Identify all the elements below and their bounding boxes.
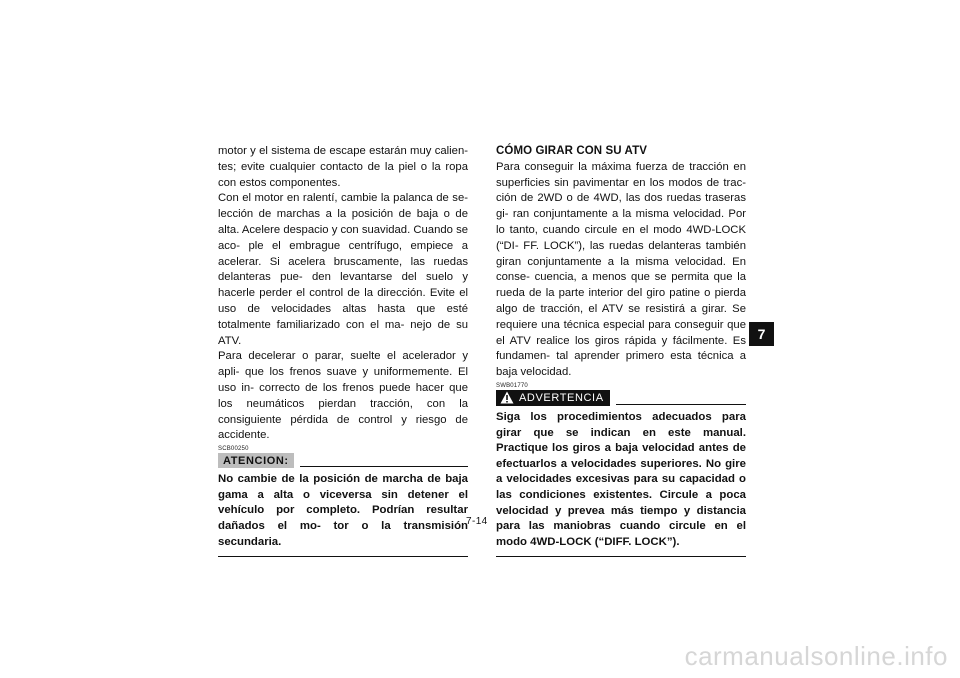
notice-label: ATENCION: — [218, 453, 294, 468]
paragraph-gear-selection: Con el motor en ralentí, cambie la palanca de se- lección de marchas a la posición de baja o de alta. Acelere despacio y con suavidad. Cuando se aco- ple el embrague centrífugo, empiece a acelerar. Si acelera bruscamente, las ruedas delanteras pue- den levantarse del suelo y hacerle perder el control de la dirección. Evite el uso de velocidades altas hasta que esté totalmente familiarizado con el ma- nejo de su ATV. — [218, 192, 468, 347]
notice-code: SCB00250 — [218, 446, 249, 453]
warning-text: Siga los procedimientos adecuados para girar que se indican en este manual. Practique los giros a baja velocidad antes de efectuarlos a velocidades superiores. No gire a velocidades excesivas para su capacidad o las condiciones existentes. Circule a poca velocidad y prevea más tiempo y distancia para las maniobras cuando circule en el modo 4WD-LOCK (“DIFF. LOCK”). — [496, 410, 746, 548]
warning-code: SWB01770 — [496, 382, 528, 389]
left-body-text — [218, 144, 468, 444]
chapter-tab: 7 — [749, 322, 774, 346]
notice-header — [218, 453, 468, 468]
section-heading: CÓMO GIRAR CON SU ATV — [496, 145, 647, 157]
notice-rule — [300, 466, 468, 467]
paragraph-decelerate: Para decelerar o parar, suelte el acelerador y apli- que los frenos suave y uniformemente. El uso in- correcto de los frenos puede hacer que los neumáticos pierdan tracción, con la consiguiente pérdida de control y riesgo de accidente. — [218, 350, 468, 442]
warning-badge — [496, 390, 610, 406]
page-number: 7-14 — [466, 516, 488, 527]
warning-rule — [616, 404, 746, 405]
warning-end-rule — [496, 556, 746, 557]
right-column — [496, 144, 746, 557]
warning-header — [496, 390, 746, 406]
watermark: carmanualsonline.info — [684, 641, 948, 671]
left-column — [218, 144, 468, 557]
paragraph-turning: Para conseguir la máxima fuerza de tracción en superficies sin pavimentar en los modos de trac- ción de 2WD o de 4WD, las dos ruedas traseras gi- ran conjuntamente a la misma velocidad. Por lo tanto, cuando circule en el modo 4WD-LOCK (“DI- FF. LOCK”), las ruedas delanteras también giran conjuntamente a la misma velocidad. En conse- cuencia, a menos que se permita que la rueda de la parte interior del giro patine o pierda algo de tracción, el ATV se resistirá a girar. Se requiere una técnica especial para conseguir que el ATV realice los giros rápida y fácilmente. Es fundamen- tal aprender primero esta técnica a baja velocidad. — [496, 160, 746, 379]
warning-triangle-icon — [500, 391, 514, 404]
paragraph-hot-engine: motor y el sistema de escape estarán muy calien- tes; evite cualquier contacto de la piel o la ropa con estos componentes. — [218, 145, 468, 189]
warning-label: ADVERTENCIA — [519, 391, 604, 404]
notice-end-rule — [218, 556, 468, 557]
notice-text: No cambie de la posición de marcha de baja gama a alta o viceversa sin detener el vehículo por completo. Podrían resultar dañados el mo- tor o la transmisión secundaria. — [218, 473, 468, 548]
